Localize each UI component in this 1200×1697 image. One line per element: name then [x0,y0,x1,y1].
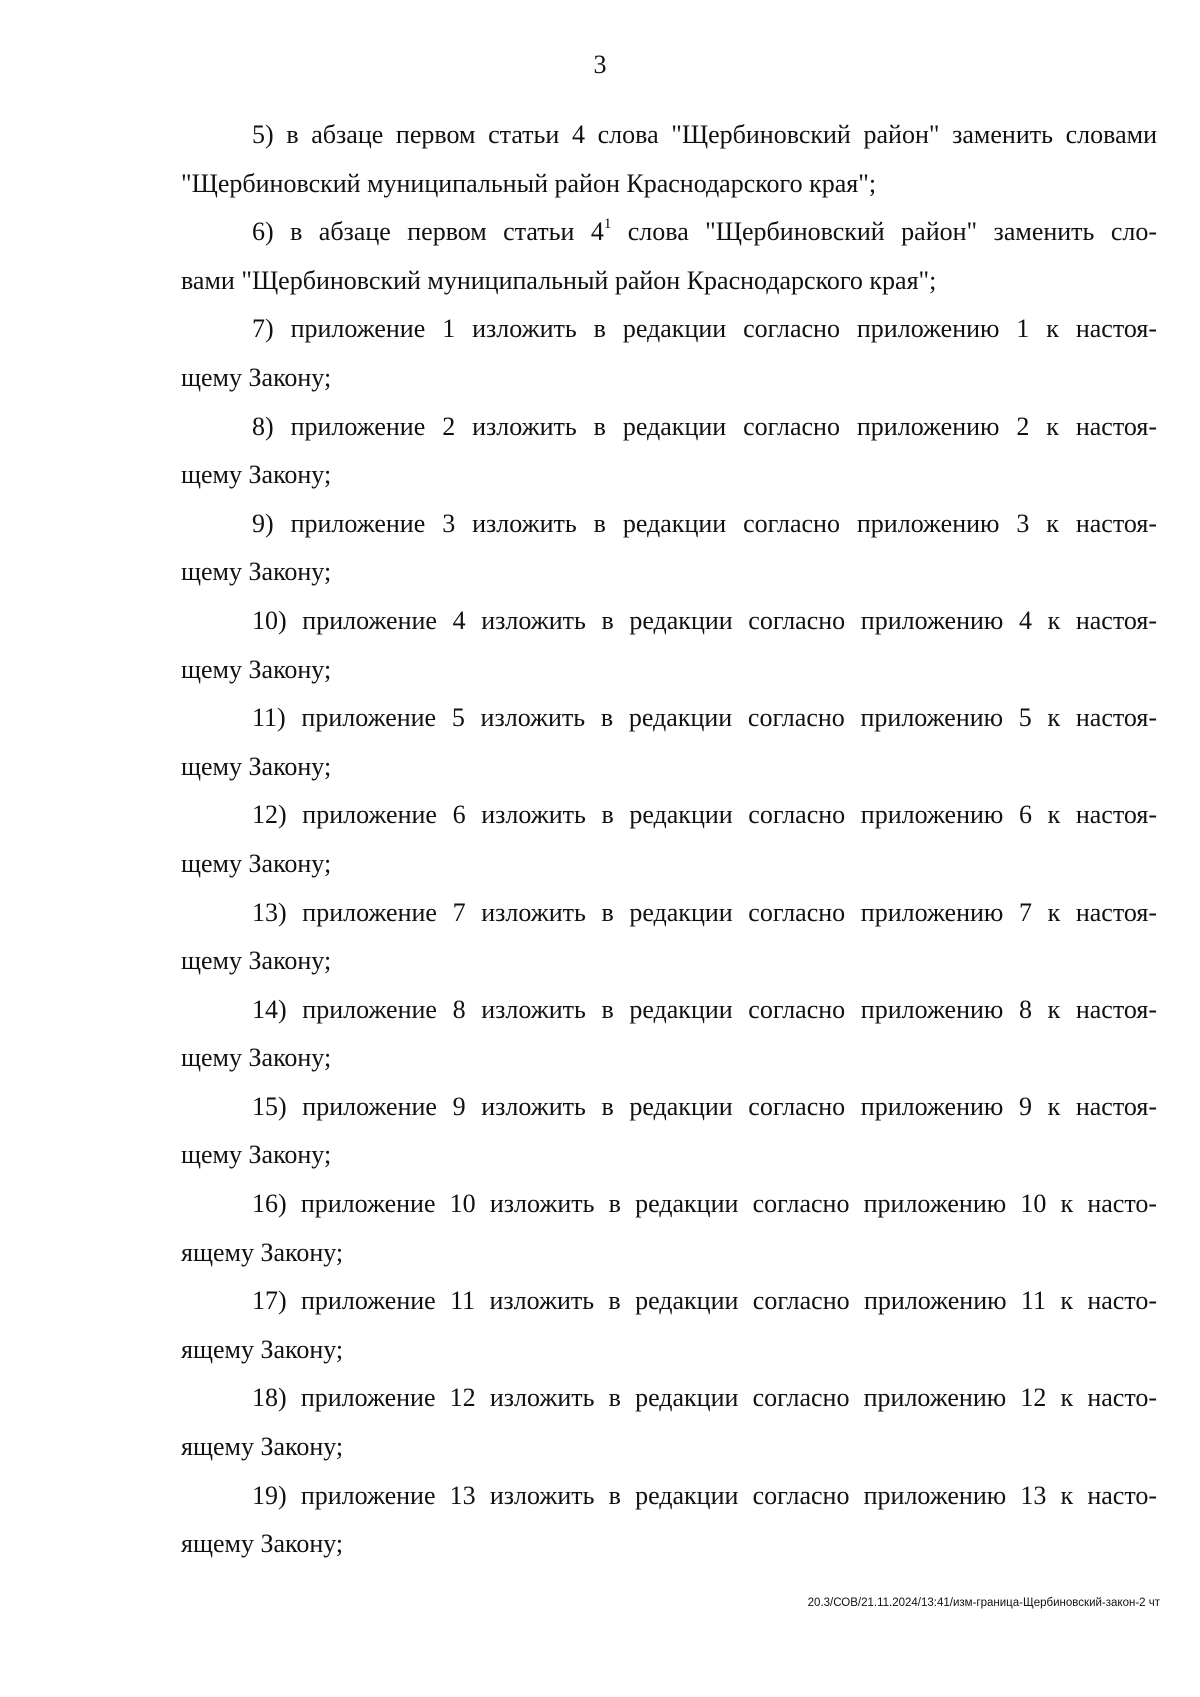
list-item-line: щему Закону; [181,1043,332,1073]
list-item-11 [181,694,1157,791]
list-item-9 [181,500,1157,597]
list-item-7 [181,305,1157,402]
list-item-line: ящему Закону; [181,1334,344,1364]
list-item-line: 5) в абзаце первом статьи 4 слова "Щербиновский район" заменить словами [252,120,1157,149]
list-item-line: 16) приложение 10 изложить в редакции согласно приложению 10 к насто- [252,1189,1157,1219]
list-item-8 [181,403,1157,500]
list-item-line: щему Закону; [181,1140,332,1170]
list-item-line: 9) приложение 3 изложить в редакции согласно приложению 3 к настоя- [252,508,1157,538]
list-item-line [181,208,1157,257]
list-item-line: ящему Закону; [181,1529,344,1559]
document-footer-code: 20.3/СОВ/21.11.2024/13:41/изм-граница-Щербиновский-закон-2 чт [807,1597,1160,1609]
list-item-16 [181,1180,1157,1277]
superscript-index: 1 [603,215,612,232]
list-item-5 [181,111,1157,208]
list-item-line: щему Закону; [181,946,332,976]
list-item-line: щему Закону; [181,751,332,781]
list-item-line: 11) приложение 5 изложить в редакции согласно приложению 5 к настоя- [252,703,1157,733]
list-item-line: ящему Закону; [181,1432,344,1462]
list-item-15 [181,1083,1157,1180]
list-item-line: ящему Закону; [181,1237,344,1267]
list-item-text: 6) в абзаце первом статьи 4 [252,217,604,247]
list-item-19 [181,1472,1157,1569]
list-item-line: 7) приложение 1 изложить в редакции согласно приложению 1 к настоя- [252,314,1157,344]
list-item-line: вами "Щербиновский муниципальный район Краснодарского края"; [181,265,937,295]
list-item-line: 12) приложение 6 изложить в редакции согласно приложению 6 к настоя- [252,800,1157,830]
list-item-14 [181,986,1157,1083]
list-item-line: "Щербиновский муниципальный район Краснодарского края"; [181,168,877,198]
list-item-13 [181,889,1157,986]
list-item-line: 8) приложение 2 изложить в редакции согласно приложению 2 к настоя- [252,411,1157,441]
list-item-line: щему Закону; [181,362,332,392]
list-item-line: 15) приложение 9 изложить в редакции согласно приложению 9 к настоя- [252,1091,1157,1121]
list-item-line: 19) приложение 13 изложить в редакции согласно приложению 13 к насто- [252,1480,1157,1510]
list-item-line: 10) приложение 4 изложить в редакции согласно приложению 4 к настоя- [252,605,1157,635]
list-item-12 [181,791,1157,888]
list-item-line: 18) приложение 12 изложить в редакции согласно приложению 12 к насто- [252,1383,1157,1413]
list-item-17 [181,1277,1157,1374]
list-item-line: щему Закону; [181,654,332,684]
document-body [181,111,1157,1569]
list-item-line: щему Закону; [181,557,332,587]
page-number: 3 [593,50,607,79]
list-item-line: 14) приложение 8 изложить в редакции согласно приложению 8 к настоя- [252,994,1157,1024]
list-item-line: щему Закону; [181,460,332,490]
list-item-line: 13) приложение 7 изложить в редакции согласно приложению 7 к настоя- [252,897,1157,927]
list-item-6 [181,208,1157,305]
list-item-10 [181,597,1157,694]
list-item-text: слова "Щербиновский район" заменить сло- [611,217,1158,247]
list-item-18 [181,1374,1157,1471]
list-item-line: 17) приложение 11 изложить в редакции согласно приложению 11 к насто- [252,1286,1157,1316]
list-item-line: щему Закону; [181,848,332,878]
